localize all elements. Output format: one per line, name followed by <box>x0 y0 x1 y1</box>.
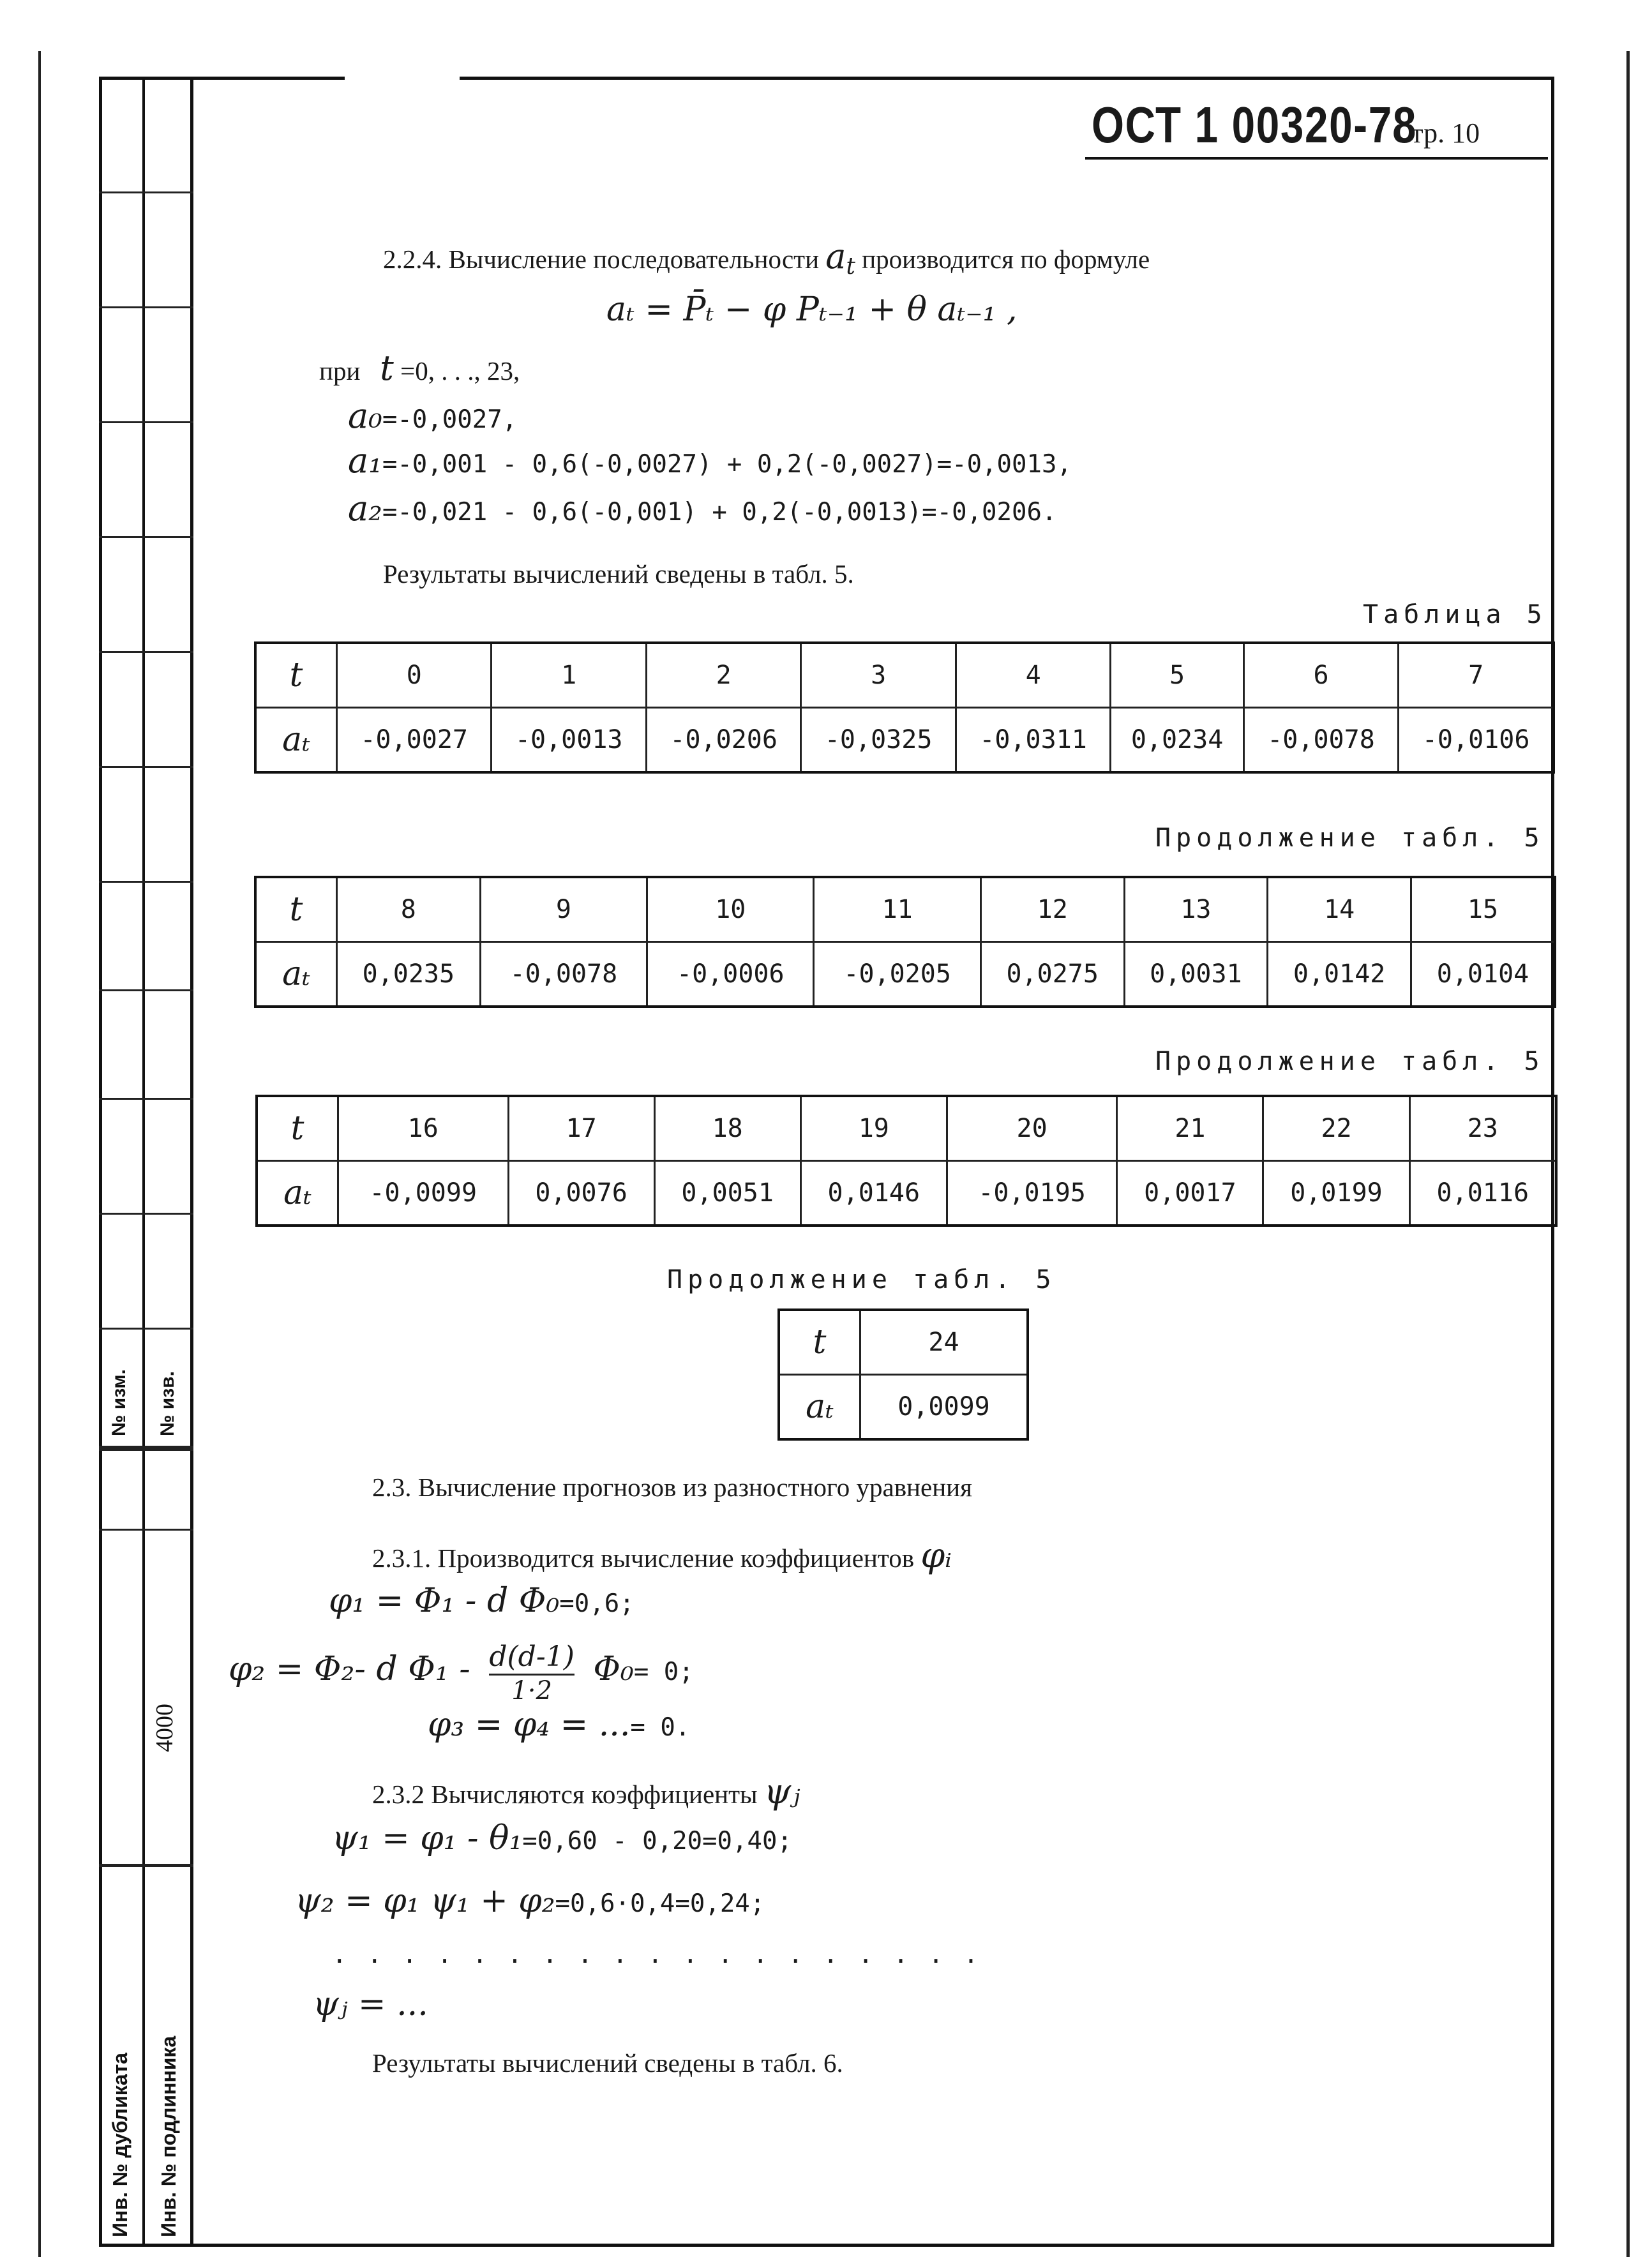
equation-a0: a₀=-0,0027, <box>348 396 518 436</box>
margin-strip-inner <box>145 77 193 2247</box>
page-number: Стр. 10 <box>1392 117 1480 149</box>
margin-divider <box>99 1864 193 1867</box>
table-row-t: t 0 1 2 3 4 5 6 7 <box>255 643 1554 708</box>
margin-divider <box>99 306 193 308</box>
margin-divider <box>99 1529 193 1531</box>
table-row-t: t 8 9 10 11 12 13 14 15 <box>255 877 1555 942</box>
psi1-line: ψ₁ = φ₁ - θ₁=0,60 - 0,20=0,40; <box>332 1819 792 1857</box>
results-note-table5: Результаты вычислений сведены в табл. 5. <box>383 559 854 589</box>
table5-part2 <box>254 876 1556 1008</box>
margin-divider <box>99 989 193 991</box>
equation-a1: a₁=-0,001 - 0,6(-0,0027) + 0,2(-0,0027)=-0,0013, <box>348 440 1072 481</box>
margin-label-izm: № изм. <box>109 1369 130 1436</box>
margin-divider <box>99 191 193 193</box>
margin-strip-outer <box>99 77 145 2247</box>
margin-divider <box>99 1098 193 1100</box>
psi2-line: ψ₂ = φ₁ ψ₁ + φ₂=0,6·0,4=0,24; <box>295 1882 765 1920</box>
section-224-intro: 2.2.4. Вычисление последовательности $a_t$ производится по формуле <box>383 236 1150 280</box>
table-row-a: aₜ -0,0099 0,0076 0,0051 0,0146 -0,0195 0,0017 0,0199 0,0116 <box>257 1161 1556 1226</box>
page-header <box>1092 96 1480 154</box>
table5-continuation-caption: Продолжение табл. 5 <box>1155 1047 1545 1076</box>
psij-line: ψⱼ = ... <box>313 1985 428 2023</box>
margin-label-original: Инв. № подлинника <box>157 2036 180 2237</box>
margin-divider <box>99 1328 193 1330</box>
margin-divider <box>99 421 193 423</box>
table-row-a: aₜ -0,0027 -0,0013 -0,0206 -0,0325 -0,0311 0,0234 -0,0078 -0,0106 <box>255 708 1554 773</box>
document-code: ОСТ 1 00320-78 <box>1092 96 1417 153</box>
table5-continuation-caption: Продолжение табл. 5 <box>1155 823 1545 853</box>
margin-label-duplicate: Инв. № дубликата <box>109 2052 131 2237</box>
margin-divider-thick <box>99 1446 193 1451</box>
scan-edge-right <box>1626 51 1630 2257</box>
margin-divider <box>99 1213 193 1215</box>
scan-edge-left <box>38 51 41 2257</box>
margin-divider <box>99 651 193 653</box>
table5-part3 <box>255 1095 1558 1227</box>
phi2-line: φ₂ = Φ₂- d Φ₁ - $\frac{d(d-1)}{1\cdot 2}$ Φ₀= 0; <box>229 1640 694 1706</box>
section-231-intro: 2.3.1. Производится вычисление коэффициентов φᵢ <box>372 1535 952 1575</box>
margin-divider <box>99 766 193 768</box>
table-row-a: aₜ 0,0099 <box>779 1375 1028 1440</box>
table-row-t: t 16 17 18 19 20 21 22 23 <box>257 1096 1556 1161</box>
formula-a-t: aₜ = P̄ₜ − φ Pₜ₋₁ + θ aₜ₋₁ , <box>606 290 1017 329</box>
section-232-intro: 2.3.2 Вычисляются коэффициенты ψⱼ <box>372 1771 800 1811</box>
table5-caption: Таблица 5 <box>1363 600 1547 629</box>
condition-line: при t =0, . . ., 23, <box>319 348 520 388</box>
table5-continuation-caption: Продолжение табл. 5 <box>667 1265 1056 1294</box>
table5-part4 <box>777 1308 1029 1441</box>
frame-gap <box>345 71 460 83</box>
results-note-table6: Результаты вычислений сведены в табл. 6. <box>372 2048 843 2078</box>
table-row-t: t 24 <box>779 1310 1028 1375</box>
margin-label-izv: № изв. <box>157 1371 178 1436</box>
dots-line: . . . . . . . . . . . . . . . . . . . <box>332 1940 981 1969</box>
table5-part1 <box>254 641 1555 774</box>
margin-divider <box>99 881 193 883</box>
table-row-a: aₜ 0,0235 -0,0078 -0,0006 -0,0205 0,0275 0,0031 0,0142 0,0104 <box>255 942 1555 1007</box>
phi2-fraction: $\frac{d(d-1)}{1\cdot 2}$ <box>489 1640 574 1706</box>
equation-a2: a₂=-0,021 - 0,6(-0,001) + 0,2(-0,0013)=-0,0206. <box>348 488 1057 529</box>
phi3-line: φ₃ = φ₄ = ...= 0. <box>428 1706 691 1744</box>
margin-number: 4000 <box>151 1704 178 1752</box>
margin-divider <box>99 536 193 538</box>
phi1-line: φ₁ = Φ₁ - d Φ₀=0,6; <box>329 1582 635 1620</box>
section-23-title: 2.3. Вычисление прогнозов из разностного уравнения <box>372 1473 972 1502</box>
header-underline <box>1085 157 1548 160</box>
